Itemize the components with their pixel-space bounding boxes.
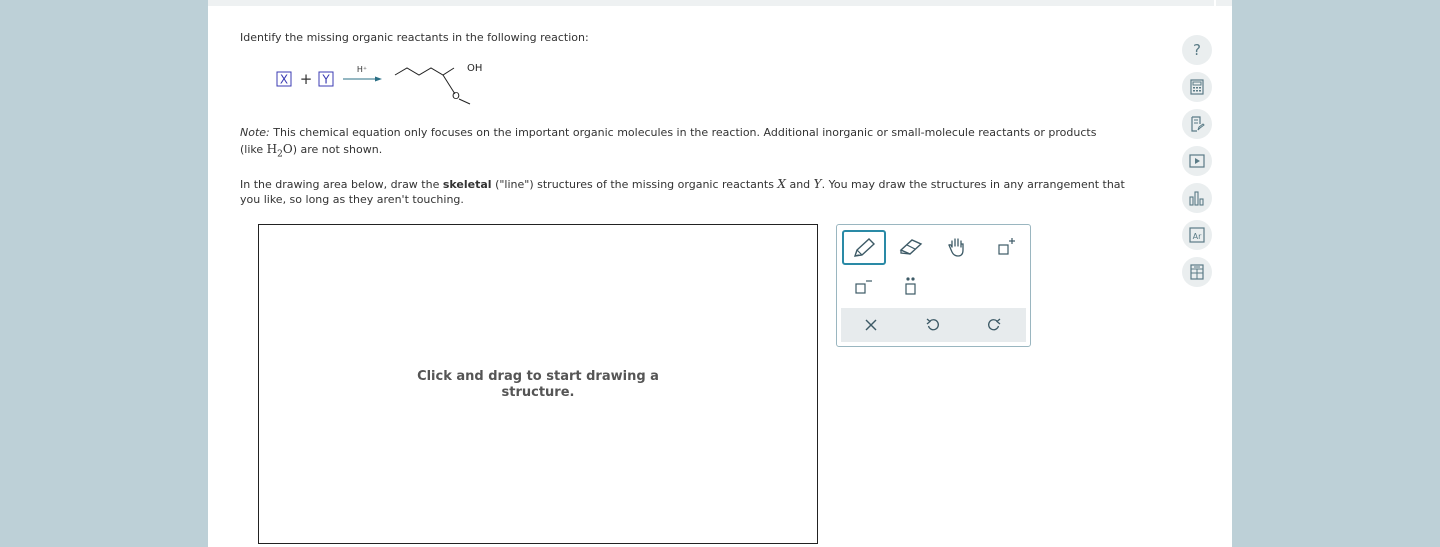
redo-icon [986,317,1002,333]
negative-charge-icon [850,275,874,297]
calculator-icon [1189,79,1205,95]
drawing-toolbox [836,224,1031,347]
ether-oxygen-label: O [452,91,460,102]
data-table-button[interactable] [1182,257,1212,287]
hand-tool[interactable] [943,233,971,261]
redo-button[interactable] [983,314,1005,336]
reactant-x-label: X [279,72,289,87]
calculator-button[interactable] [1182,72,1212,102]
periodic-table-button[interactable] [1182,220,1212,250]
instruction-text: In the drawing area below, draw the skeletal ("line") structures of the missing organic reactants X and Y. You may draw the structures in any arrangement that [240,177,1125,191]
undo-icon [925,317,941,333]
skeletal-emphasis: skeletal [442,178,492,191]
undo-button[interactable] [922,314,944,336]
canvas-hint: Click and drag to start drawing a structure. [417,369,659,400]
note-line2-post: ) are not shown. [292,143,383,156]
eraser-icon [898,237,924,257]
reading-icon [1189,116,1205,132]
lone-pair-tool[interactable] [897,273,925,299]
panel-top-bar [208,0,1232,6]
data-table-icon [1189,264,1205,280]
help-button[interactable] [1182,35,1212,65]
lone-pair-icon [901,275,921,297]
clear-icon [864,318,878,332]
positive-charge-icon [994,236,1018,258]
note-text [240,125,1140,141]
note-line2 [240,141,382,162]
toolbox-action-row [841,308,1026,342]
note-label: Note: [240,126,270,139]
pencil-tool[interactable] [842,230,886,265]
drawing-canvas[interactable] [258,224,818,544]
video-button[interactable] [1182,146,1212,176]
reaction-scheme [268,56,508,106]
reactant-y-label: Y [322,72,330,87]
reactant-x-box [277,72,291,87]
reactant-y-box [319,72,333,87]
chart-button[interactable] [1182,183,1212,213]
eraser-tool[interactable] [895,233,927,261]
plus-sign: + [299,70,313,88]
instruction-line2: you like, so long as they aren't touching. [240,193,464,206]
positive-charge-tool[interactable] [991,233,1021,261]
catalyst-label: H⁺ [356,65,368,74]
note-body: This chemical equation only focuses on the important organic molecules in the reaction. Additional inorganic or small-molecule reactants or products [269,126,1097,139]
chart-icon [1188,190,1206,206]
product-structure [395,63,482,104]
svg-text:Ar: Ar [1192,232,1202,241]
pencil-icon [851,237,877,259]
reading-button[interactable] [1182,109,1212,139]
reaction-arrow [343,77,382,82]
h2o-formula: $H_2O$ [266,142,293,160]
video-icon [1189,154,1205,168]
note-line2-pre: (like [240,143,267,156]
hydroxyl-label: OH [467,63,483,74]
periodic-table-icon [1189,227,1205,243]
negative-charge-tool[interactable] [847,273,877,299]
hand-icon [946,236,968,258]
help-icon: ? [1193,41,1201,59]
clear-button[interactable] [860,314,882,336]
question-prompt: Identify the missing organic reactants in the following reaction: [240,31,589,44]
